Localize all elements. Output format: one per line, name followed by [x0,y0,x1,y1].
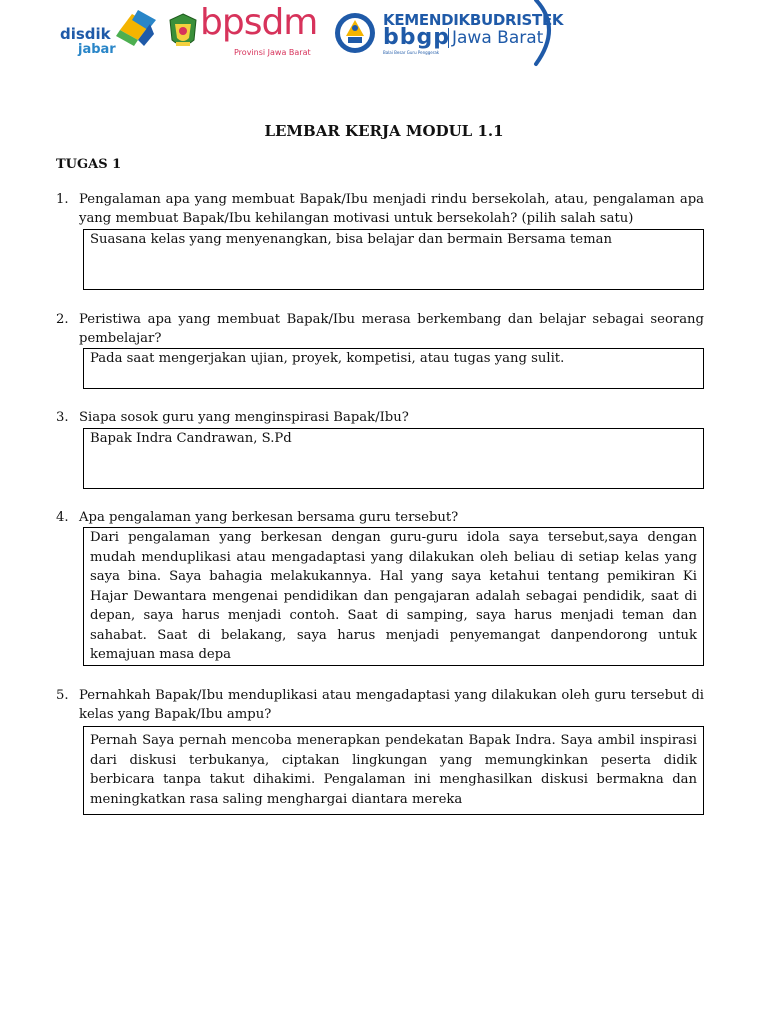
question-number: 2. [56,312,69,327]
question-number: 4. [56,510,69,525]
jawa-barat-logo-text: Jawa Barat [448,28,543,48]
bpsdm-logo-subtext: Provinsi Jawa Barat [234,48,311,57]
disdik-logo-text: disdik [60,25,111,43]
bpsdm-logo-text: bpsdm [200,2,318,43]
kemendikbudristek-bbgp-logo [334,0,574,68]
bbgp-logo-text: bbgp [383,25,450,50]
disdik-emblem-icon [114,8,158,48]
question-item [56,310,704,348]
disdik-jabar-logo [60,8,160,58]
question-text: Apa pengalaman yang berkesan bersama guru tersebut? [79,510,459,525]
question-text: Pernahkah Bapak/Ibu menduplikasi atau mengadaptasi yang dilakukan oleh guru tersebut di kelas yang Bapak/Ibu ampu? [79,688,704,722]
answer-box: Dari pengalaman yang berkesan dengan guru-guru idola saya tersebut,saya dengan mudah menduplikasi atau mengadaptasi yang dilakukan oleh beliau di setiap kelas yang saya bina. Saya bahagia melakukannya. Hal yang saya ketahui tentang pemikiran Ki Hajar Dewantara mengenai pendidikan dan pengajaran adalah sebagai pendidik, saat di depan, saya harus menjadi contoh. Saat di samping, saya harus menjadi teman dan sahabat. Saat di belakang, saya harus menjadi penyemangat danpendorong untuk kemajuan masa depa [83,527,704,666]
kemen-logo-text: KEMENDIKBUDRISTEK [383,11,564,29]
question-item [56,408,704,427]
answer-box: Suasana kelas yang menyenangkan, bisa belajar dan bermain Bersama teman [83,229,704,290]
bpsdm-logo [168,2,318,58]
answer-box: Bapak Indra Candrawan, S.Pd [83,428,704,489]
question-text: Pengalaman apa yang membuat Bapak/Ibu menjadi rindu bersekolah, atau, pengalaman apa yang membuat Bapak/Ibu kehilangan motivasi untuk bersekolah? (pilih salah satu) [79,192,704,226]
question-item [56,190,704,228]
question-number: 5. [56,688,69,703]
question-text: Peristiwa apa yang membuat Bapak/Ibu merasa berkembang dan belajar sebagai seorang pembelajar? [79,312,704,346]
document-title: LEMBAR KERJA MODUL 1.1 [264,122,504,140]
question-text: Siapa sosok guru yang menginspirasi Bapak/Ibu? [79,410,409,425]
question-number: 3. [56,410,69,425]
question-item [56,686,704,724]
jabar-logo-text: jabar [78,42,116,57]
west-java-crest-icon [168,12,198,52]
question-number: 1. [56,192,69,207]
tut-wuri-handayani-icon [334,12,376,54]
decorative-arc-icon [530,0,570,68]
question-item [56,508,704,527]
document-header [0,0,768,70]
answer-box: Pada saat mengerjakan ujian, proyek, kompetisi, atau tugas yang sulit. [83,348,704,389]
bbgp-logo-smalltext: Balai Besar Guru Penggerak [383,50,440,55]
section-heading: TUGAS 1 [56,157,122,172]
answer-box: Pernah Saya pernah mencoba menerapkan pendekatan Bapak Indra. Saya ambil inspirasi dari diskusi terbukanya, ciptakan lingkungan yang memungkinkan peserta didik berbicara tanpa takut dihakimi. Pengalaman ini menghasilkan diskusi bermakna dan meningkatkan rasa saling menghargai diantara mereka [83,726,704,815]
